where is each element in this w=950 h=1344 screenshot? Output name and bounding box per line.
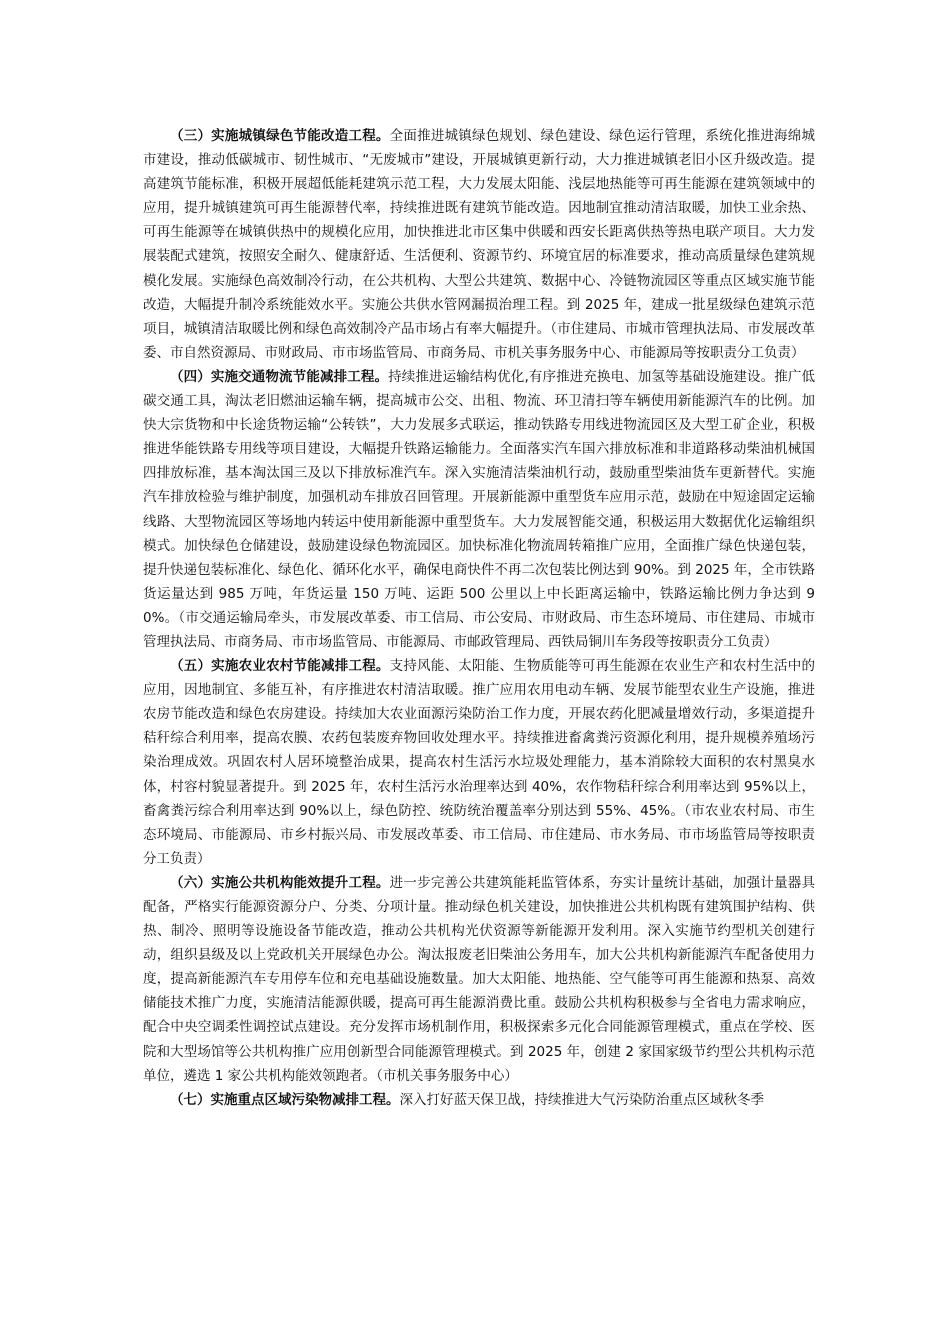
paragraph-body: 持续推进运输结构优化,有序推进充换电、加氢等基础设施建设。推广低碳交通工具，淘汰老旧燃油运输车辆，提高城市公交、出租、物流、环卫清扫等车辆使用新能源汽车的比例。加快大宗货物和中长途货物运输“公转铁”，大力发展多式联运，推动铁路专用线进物流园区及大型工矿企业，积极推进华能铁路专用线等项目建设，大幅提升铁路运输能力。全面落实汽车国六排放标准和非道路移动柴油机械国四排放标准，基本淘汰国三及以下排放标准汽车。深入实施清洁柴油机行动，鼓励重型柴油货车更新替代。实施汽车排放检验与维护制度，加强机动车排放召回管理。开展新能源中重型货车应用示范，鼓励在中短途固定运输线路、大型物流园区等场地内转运中使用新能源中重型货车。大力发展智能交通，积极运用大数据优化运输组织模式。加快绿色仓储建设，鼓励建设绿色物流园区。加快标准化物流周转箱推广应用，全面推广绿色快递包装，提升快递包装标准化、绿色化、循环化水平，确保电商快件不再二次包装比例达到 90%。到 2025 年，全市铁路货运量达到 985 万吨，年货运量 150 万吨、运距 500 公里以上中长距离运输中，铁路运输比例力争达到 90%。 xyxy=(143,368,816,626)
paragraph-public-institutions xyxy=(143,871,815,1088)
paragraph-agriculture-rural xyxy=(143,654,815,871)
responsibility-note: （市农业农村局、市生态环境局、市能源局、市乡村振兴局、市发展改革委、市工信局、市住建局、市水务局、市市场监管局等按职责分工负责） xyxy=(143,802,815,867)
paragraph-body: 全面推进城镇绿色规划、绿色建设、绿色运行管理，系统化推进海绵城市建设，推动低碳城市、韧性城市、“无废城市”建设，开展城镇更新行动，大力推进城镇老旧小区升级改造。提高建筑节能标准，积极开展超低能耗建筑示范工程，大力发展太阳能、浅层地热能等可再生能源在建筑领域中的应用，提升城镇建筑可再生能源替代率，持续推进既有建筑节能改造。因地制宜推动清洁取暖，加快工业余热、可再生能源等在城镇供热中的规模化应用，加快推进北市区集中供暖和西安长距离供热等热电联产项目。大力发展装配式建筑，按照安全耐久、健康舒适、生活便利、资源节约、环境宜居的标准要求，推动高质量绿色建筑规模化发展。实施绿色高效制冷行动，在公共机构、大型公共建筑、数据中心、冷链物流园区等重点区域实施节能改造，大幅提升制冷系统能效水平。实施公共供水管网漏损治理工程。到 2025 年，建成一批星级绿色建筑示范项目，城镇清洁取暖比例和绿色高效制冷产品市场占有率大幅提升。 xyxy=(143,128,816,337)
section-heading: （五）实施农业农村节能减排工程。 xyxy=(170,658,390,675)
paragraph-body: 进一步完善公共建筑能耗监管体系，夯实计量统计基础，加强计量器具配备，严格实行能源资源分户、分类、分项计量。推动绿色机关建设，加快推进公共机构既有建筑围护结构、供热、制冷、照明等设施设备节能改造，推动公共机构光伏资源等新能源开发利用。深入实施节约型机关创建行动，组织县级及以上党政机关开展绿色办公。淘汰报废老旧柴油公务用车，加大公共机构新能源汽车配备使用力度，提高新能源汽车专用停车位和充电基础设施数量。加大太阳能、地热能、空气能等可再生能源和热泵、高效储能技术推广力度，实施清洁能源供暖，提高可再生能源消费比重。鼓励公共机构积极参与全省电力需求响应，配合中央空调柔性调控试点建设。充分发挥市场机制作用，积极探索多元化合同能源管理模式，重点在学校、医院和大型场馆等公共机构推广应用创新型合同能源管理模式。到 2025 年，创建 2 家国家级节约型公共机构示范单位，遴选 1 家公共机构能效领跑者。 xyxy=(143,874,816,1084)
paragraph-body: 支持风能、太阳能、生物质能等可再生能源在农业生产和农村生活中的应用，因地制宜、多能互补，有序推进农村清洁取暖。推广应用农用电动车辆、发展节能型农业生产设施，推进农房节能改造和绿色农房建设。持续加大农业面源污染防治工作力度，开展农药化肥减量增效行动，多渠道提升秸秆综合利用率，提高农膜、农药包装废弃物回收处理水平。持续推进畜禽粪污资源化利用，提升规模养殖场污染治理成效。巩固农村人居环境整治成果，提高农村生活污水垃圾处理能力，基本消除较大面积的农村黑臭水体，村容村貌显著提升。到 2025 年，农村生活污水治理率达到 40%，农作物秸秆综合利用率达到 95%以上，畜禽粪污综合利用率达到 90%以上，绿色防控、统防统治覆盖率分别达到 55%、45%。 xyxy=(143,658,816,819)
paragraph-key-region-pollution xyxy=(143,1088,815,1112)
section-heading: （六）实施公共机构能效提升工程。 xyxy=(170,874,390,891)
document-page xyxy=(143,124,815,1112)
paragraph-urban-green-energy xyxy=(143,124,815,365)
responsibility-note: （市住建局、市城市管理执法局、市发展改革委、市自然资源局、市财政局、市市场监管局、市商务局、市机关事务服务中心、市能源局等按职责分工负责） xyxy=(143,320,816,361)
responsibility-note: （市交通运输局牵头，市发展改革委、市工信局、市公安局、市财政局、市生态环境局、市住建局、市城市管理执法局、市商务局、市市场监管局、市能源局、市邮政管理局、西铁局铜川车务段等按职责分工负责） xyxy=(143,609,816,650)
paragraph-body: 深入打好蓝天保卫战，持续推进大气污染防治重点区域秋冬季 xyxy=(399,1091,764,1108)
responsibility-note: （市机关事务服务中心） xyxy=(376,1067,518,1084)
section-heading: （三）实施城镇绿色节能改造工程。 xyxy=(170,128,390,144)
section-heading: （四）实施交通物流节能减排工程。 xyxy=(170,368,389,385)
section-heading: （七）实施重点区域污染物减排工程。 xyxy=(170,1091,400,1108)
paragraph-transport-logistics xyxy=(143,365,815,654)
